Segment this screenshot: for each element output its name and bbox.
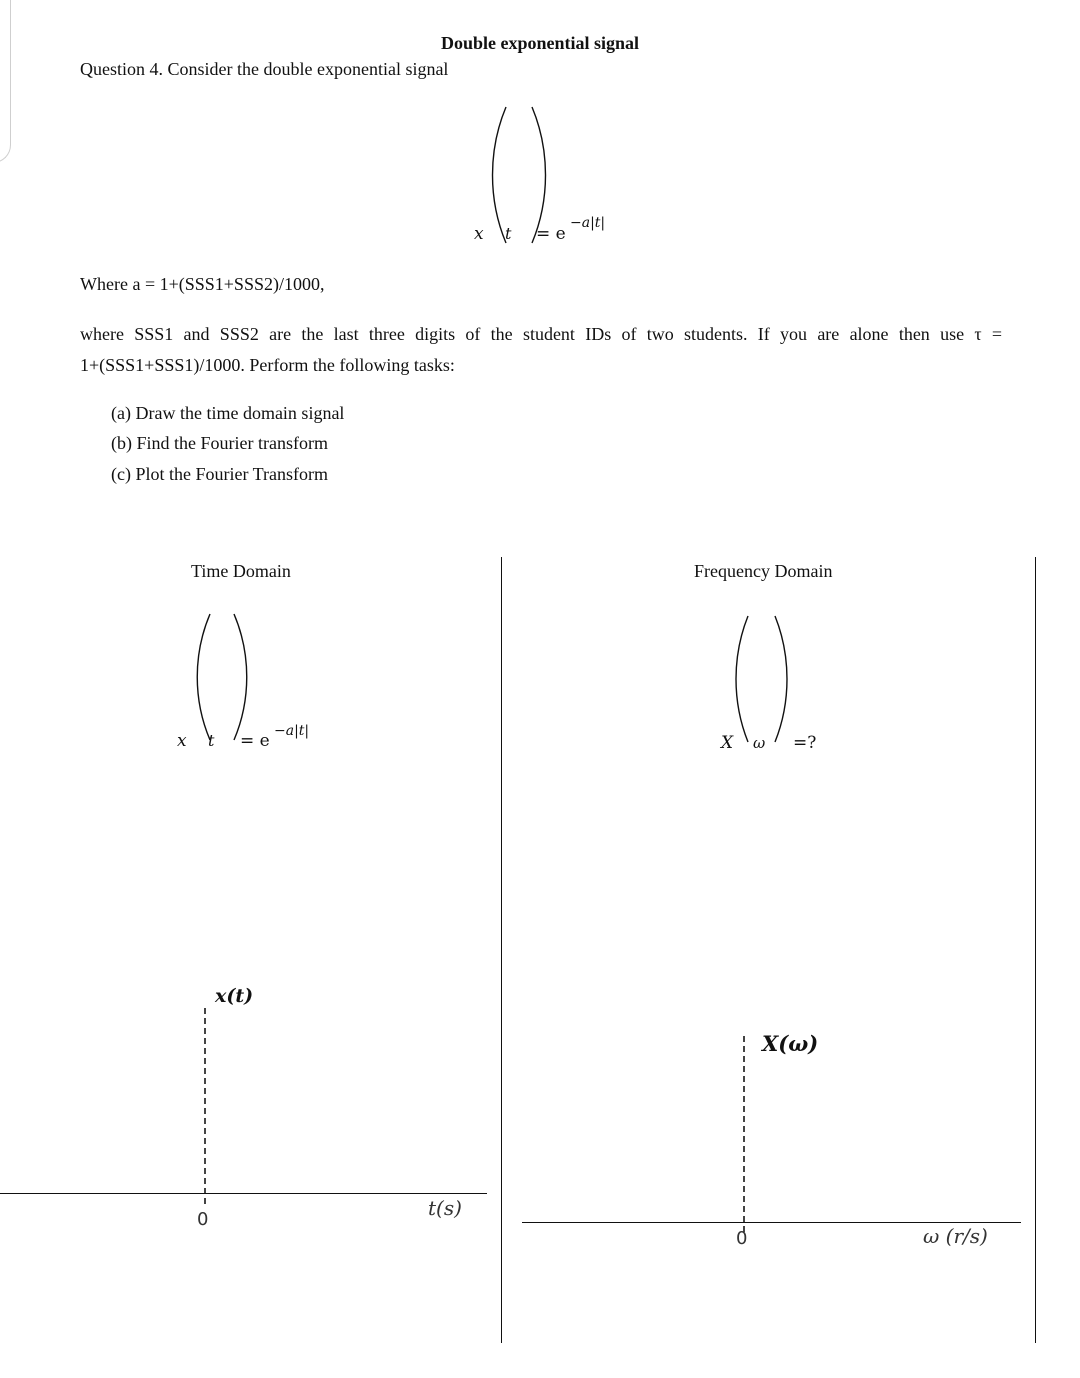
eq-exponent: −a|t| <box>570 215 606 231</box>
time-y-label: x(t) <box>215 985 254 1007</box>
panel-divider-middle <box>501 557 502 1343</box>
panel-divider-right <box>1035 557 1036 1343</box>
time-equation <box>175 610 335 755</box>
eq-rhs: = e <box>536 224 566 244</box>
frequency-equation <box>718 612 858 757</box>
freq-y-axis <box>743 1036 745 1232</box>
freq-eq-function: X <box>721 733 734 753</box>
time-eq-rhs: = e <box>240 731 270 751</box>
main-equation <box>470 100 630 245</box>
time-eq-argument: t <box>208 731 215 750</box>
task-a: (a) Draw the time domain signal <box>111 403 345 423</box>
time-eq-function: x <box>177 731 187 751</box>
eq-argument: t <box>505 224 512 243</box>
freq-eq-parentheses <box>738 614 798 744</box>
freq-x-axis <box>522 1222 1021 1223</box>
time-x-axis <box>0 1193 487 1194</box>
task-b: (b) Find the Fourier transform <box>111 433 328 453</box>
time-origin-label: 0 <box>197 1209 209 1230</box>
time-y-axis <box>204 1008 206 1204</box>
freq-y-label: X(ω) <box>762 1031 819 1056</box>
eq-function: x <box>474 224 484 244</box>
time-eq-exponent: −a|t| <box>274 723 310 739</box>
frequency-domain-heading: Frequency Domain <box>694 561 833 581</box>
freq-eq-rhs: =? <box>793 733 817 753</box>
freq-origin-label: 0 <box>736 1228 748 1249</box>
paragraph-line-2: 1+(SSS1+SSS1)/1000. Perform the following tasks: <box>80 355 455 375</box>
time-x-label: t(s) <box>428 1196 462 1220</box>
task-c: (c) Plot the Fourier Transform <box>111 464 328 484</box>
page-corner-tab <box>0 0 11 163</box>
freq-x-label: ω (r/s) <box>923 1224 988 1248</box>
freq-eq-argument: ω <box>753 734 766 752</box>
time-eq-parentheses <box>195 612 255 742</box>
page-title: Double exponential signal <box>440 33 640 53</box>
where-line: Where a = 1+(SSS1+SSS2)/1000, <box>80 274 325 294</box>
paragraph-line-1: where SSS1 and SSS2 are the last three digits of the student IDs of two students. If you are alone then use τ = <box>80 324 1002 344</box>
time-domain-heading: Time Domain <box>191 561 291 581</box>
question-text: Question 4. Consider the double exponential signal <box>80 59 449 79</box>
